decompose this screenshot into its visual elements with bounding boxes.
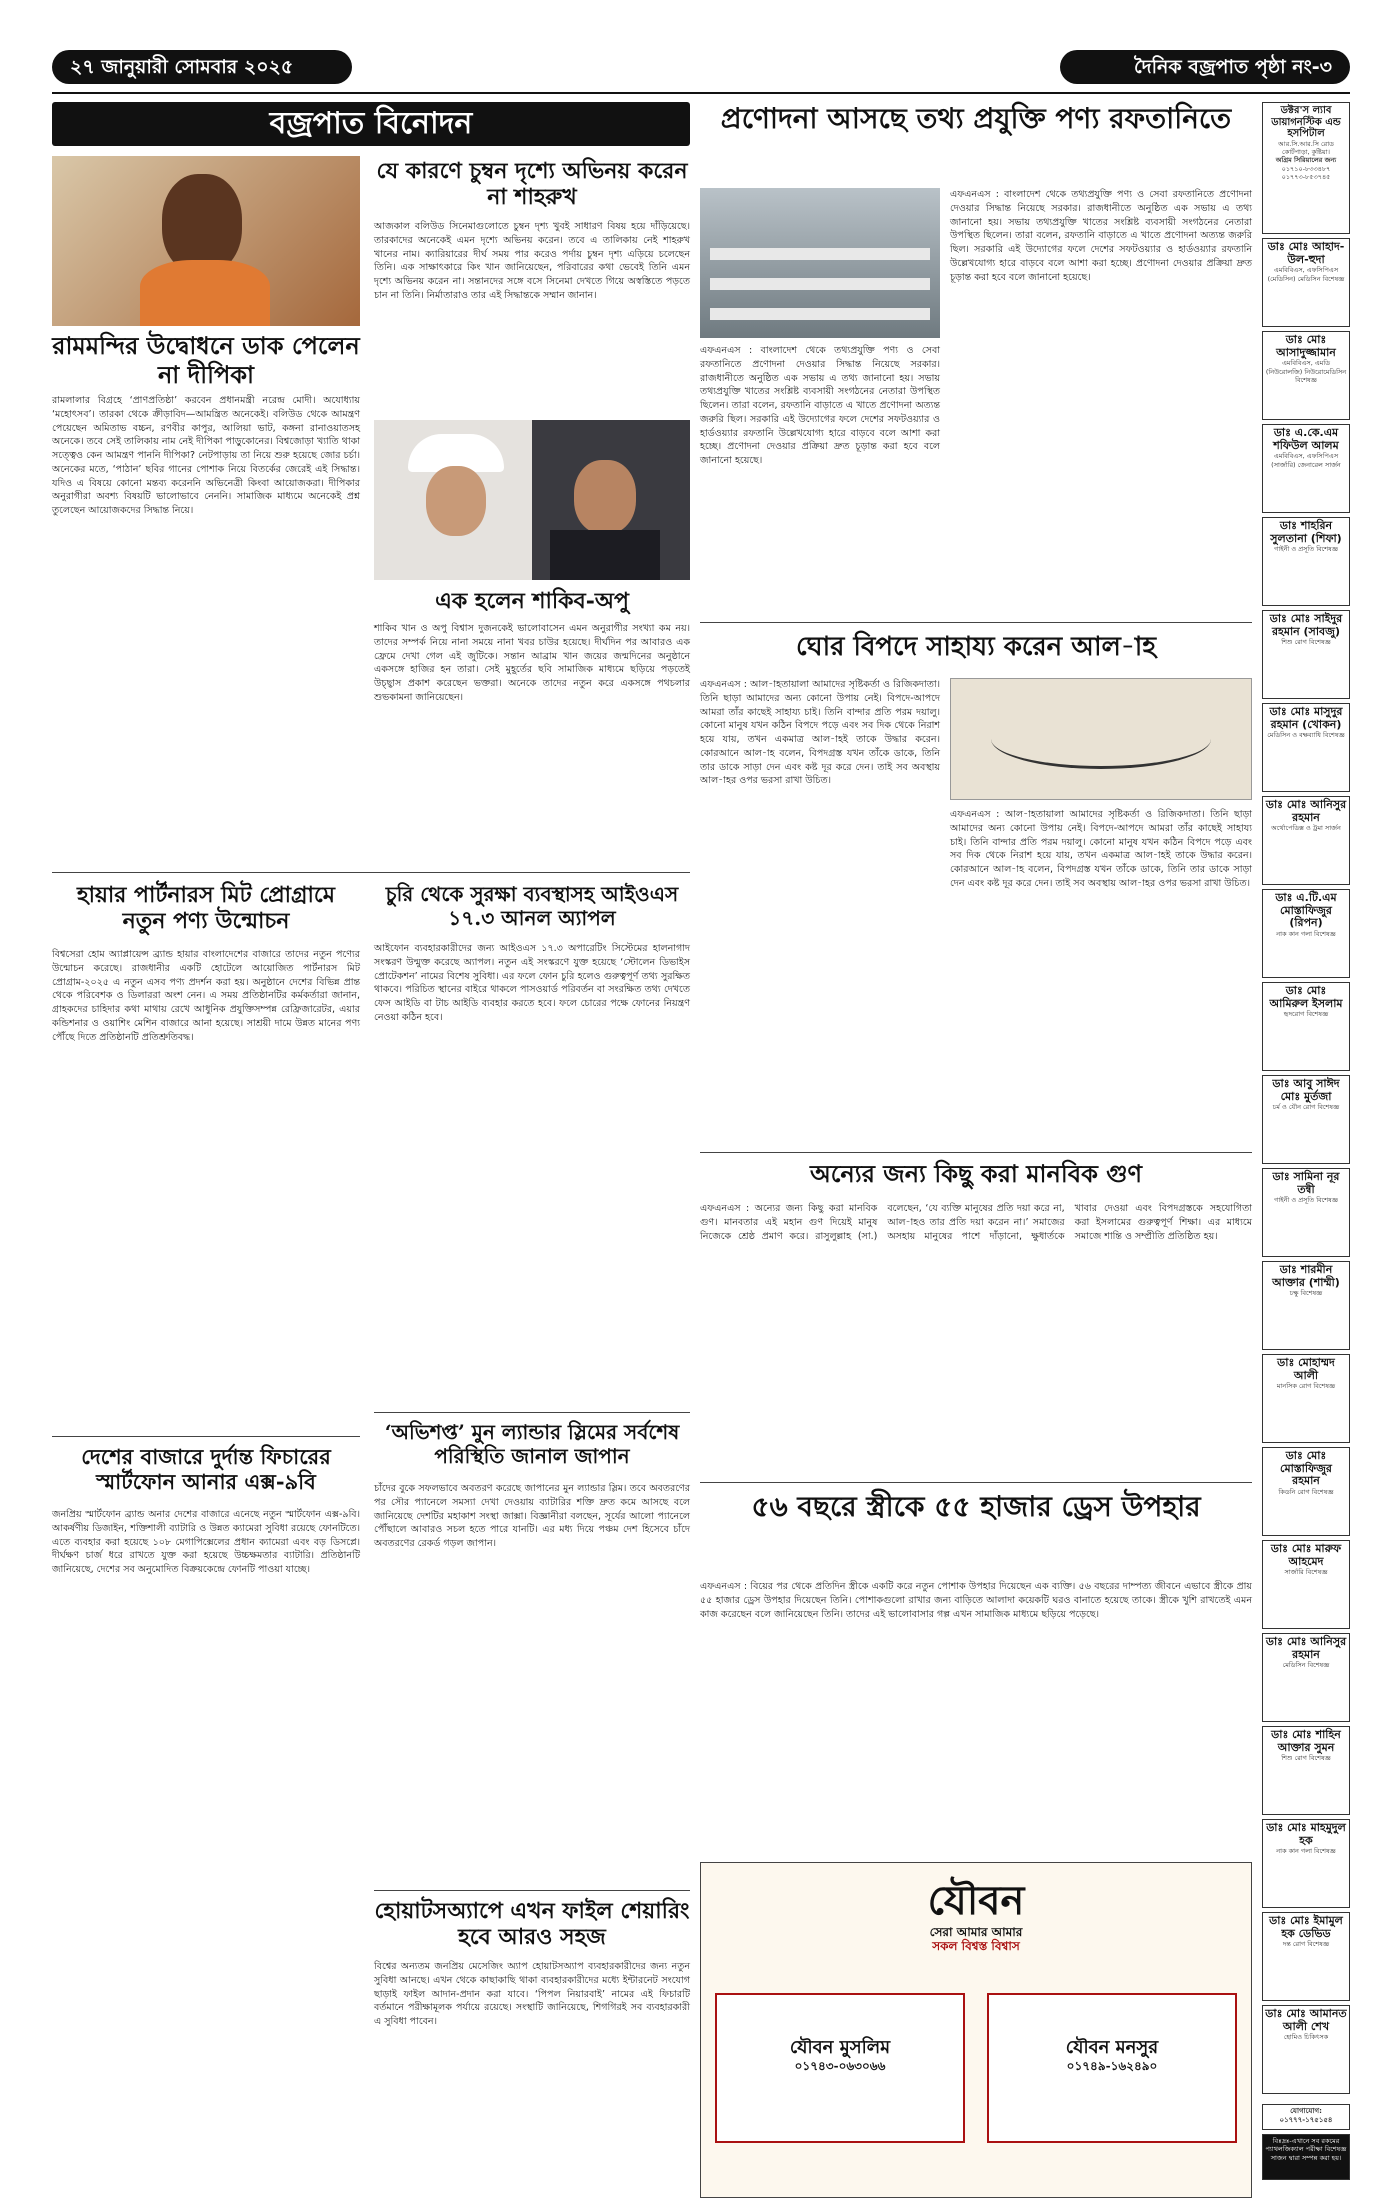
- doctor-card: [1262, 238, 1350, 327]
- doctor-name: ডাঃ মোঃ আহাদ-উল-হুদা: [1267, 240, 1345, 266]
- doctor-name: ডাঃ মোঃ আনিসুর রহমান: [1265, 1635, 1347, 1661]
- doctor-name: ডাঃ মোঃ মারুফ আহমেদ: [1270, 1542, 1342, 1568]
- oppo-body: জনপ্রিয় স্মার্টফোন ব্র্যান্ড অনার দেশের বাজারে এনেছে নতুন স্মার্টফোন এক্স-৯বি। আকর্ষণীয় ডিজাইন, শক্তিশালী ব্যাটারি ও উন্নত ক্যামেরা সুবিধা রয়েছে ফোনটিতে। এতে ব্যবহার করা হয়েছে ১০৮ মেগাপিক্সেলের প্রধান ক্যামেরা এবং বড় ডিসপ্লে। দীর্ঘক্ষণ চার্জ ধরে রাখতে যুক্ত করা হয়েছে উচ্চক্ষমতার ব্যাটারি। প্রতিষ্ঠানটি জানিয়েছে, দেশের সব অনুমোদিত বিক্রয়কেন্দ্রে ফোনটি পাওয়া যাচ্ছে।: [52, 1509, 360, 1576]
- clinic-note: অগ্রিম সিরিয়ালের জন্য: [1275, 156, 1337, 165]
- newspaper-page: [52, 50, 1350, 2162]
- ad-shop-1-name: যৌবন মুসলিম: [789, 2037, 891, 2058]
- doctor-card: [1262, 1726, 1350, 1815]
- clinic-phones: ০১৭১০-৮৩৩৪৮৭ ০১৭৭৩-৮৫৩৭৪৫: [1281, 164, 1331, 182]
- allah-headline: ঘোর বিপদে সাহায্য করেন আল-াহ: [796, 632, 1156, 662]
- humane-headline: অন্যের জন্য কিছু করা মানবিক গুণ: [809, 1159, 1143, 1188]
- doctor-card: [1262, 1540, 1350, 1629]
- doctor-name: ডাঃ মোঃ আমানত আলী শেখ: [1265, 2007, 1347, 2033]
- doctor-name: ডাঃ মোঃ সাইদুর রহমান (সাবজু): [1269, 612, 1343, 638]
- doctor-info: এমবিবিএস, এফসিপিএস (মেডিসিন) মেডিসিন বিশেষজ্ঞ: [1267, 266, 1345, 283]
- entertainment-section-banner: বজ্রপাত বিনোদন: [52, 102, 690, 146]
- doctor-card: [1262, 796, 1350, 885]
- doctor-card: [1262, 1354, 1350, 1443]
- humane-body: এফএনএস : অন্যের জন্য কিছু করা মানবিক গুণ। মানবতার এই মহান গুণ দিয়েই মানুষ নিজেকে শ্রেষ্ঠ প্রমাণ করে। রাসুলুল্লাহ (সা.) বলেছেন, ‘যে ব্যক্তি মানুষের প্রতি দয়া করে না, আল-াহও তার প্রতি দয়া করেন না।’ সমাজের অসহায় মানুষের পাশে দাঁড়ানো, ক্ষুধার্তকে খাবার দেওয়া এবং বিপদগ্রস্তকে সহযোগিতা করা ইসলামের গুরুত্বপূর্ণ শিক্ষা। এর মাধ্যমে সমাজে শান্তি ও সম্প্রীতি প্রতিষ্ঠিত হয়।: [700, 1203, 1252, 1242]
- ad-shop-2-name: যৌবন মনসুর: [1065, 2037, 1159, 2058]
- doctors-directory: [1262, 102, 1350, 2162]
- clinic-name: ডক্টর'স ল্যাব ডায়াগনস্টিক এন্ড হসপিটাল: [1271, 105, 1341, 139]
- doctor-info: গাইনী ও প্রসূতি বিশেষজ্ঞ: [1274, 1196, 1338, 1205]
- doctor-card: [1262, 889, 1350, 978]
- dress-body: এফএনএস : বিয়ের পর থেকে প্রতিদিন স্ত্রীকে একটি করে নতুন পোশাক উপহার দিয়েছেন এক ব্যক্তি। ৫৬ বছরের দাম্পত্য জীবনে এভাবে স্ত্রীকে প্রায় ৫৫ হাজার ড্রেস উপহার দিয়েছেন তিনি। পোশাকগুলো রাখার জন্য বাড়িতে আলাদা কয়েকটি ঘরও বানাতে হয়েছে তাকে। স্ত্রীকে খুশি রাখতেই এমন কাজ করেছেন বলে জানিয়েছেন তিনি। তাদের এই ভালোবাসার গল্প এখন সামাজিক মাধ্যমে ছড়িয়ে পড়েছে।: [700, 1581, 1252, 1620]
- whatsapp-headline: হোয়াটসঅ্যাপে এখন ফাইল শেয়ারিং হবে আরও সহজ: [374, 1898, 690, 1951]
- shakib-headline: এক হলেন শাকিব-অপু: [435, 588, 629, 614]
- doctor-info: এমবিবিএস, এমডি (নিউরোলজি) নিউরোমেডিসিন বিশেষজ্ঞ: [1265, 359, 1347, 385]
- divider: [374, 1412, 690, 1413]
- doctor-card: [1262, 1261, 1350, 1350]
- divider: [700, 1482, 1252, 1483]
- footer-note: বিঃদ্রঃ-এখানে সব রকমের প্যাথলজিক্যাল পরীক্ষা বিশেষজ্ঞ সাজন দ্বারা সম্পন্ন করা হয়।: [1265, 2137, 1347, 2162]
- haier-headline: হায়ার পার্টনারস মিট প্রোগ্রামে নতুন পণ্য উন্মোচন: [77, 882, 335, 935]
- doctor-card: [1262, 1912, 1350, 2001]
- doctor-name: ডাঃ মোঃ আসাদুজ্জামান: [1276, 333, 1336, 359]
- divider: [374, 1890, 690, 1891]
- doctor-info: চর্ম ও যৌন রোগ বিশেষজ্ঞ: [1272, 1103, 1340, 1112]
- doctor-name: ডাঃ মোঃ আমিরুল ইসলাম: [1269, 984, 1343, 1010]
- doctor-name: ডাঃ শারমীন আক্তার (শাম্মী): [1272, 1263, 1340, 1289]
- doctor-card: [1262, 424, 1350, 513]
- doctor-card: [1262, 1168, 1350, 1257]
- doctor-info: অর্থোপেডিক্স ও ট্রমা সার্জন: [1271, 824, 1341, 833]
- doctor-name: ডাঃ মোঃ মাহমুদুল হক: [1266, 1821, 1346, 1847]
- ad-tagline: সকল বিশ্বস্ত বিশ্বাস: [932, 1939, 1020, 1954]
- doctor-card: [1262, 517, 1350, 606]
- doctor-card: [1262, 610, 1350, 699]
- deepika-body: রামলালার বিগ্রহে ‘প্রাণপ্রতিষ্ঠা’ করবেন প্রধানমন্ত্রী নরেন্দ্র মোদী। অযোধ্যায় ‘মহোৎসব’। তারকা থেকে ক্রীড়াবিদ—আমন্ত্রিত অনেকেই। বলিউড থেকে আমন্ত্রণ পেয়েছেন অমিতাভ বচ্চন, রণবীর কাপুর, আলিয়া ভাট, কঙ্গনা রানাওয়াতসহ অনেকে। তবে সেই তালিকায় নাম নেই দীপিকা পাড়ুকোনের। বিশ্বজোড়া খ্যাতি থাকা সত্ত্বেও কেন আমন্ত্রণ পাননি দীপিকা? নেটপাড়ায় তা নিয়ে শুরু হয়েছে জোর চর্চা। অনেকের মতে, ‘পাঠান’ ছবির গানের পোশাক নিয়ে বিতর্কের জেরেই এই সিদ্ধান্ত। যদিও এ বিষয়ে কোনো মন্তব্য করেননি অভিনেত্রী কিংবা আয়োজকরা। দীপিকার অনুরাগীরা অবশ্য বিষয়টি ভালোভাবে নেননি। সামাজিক মাধ্যমে অনেকেই প্রশ্ন তুলেছেন আয়োজকদের সিদ্ধান্ত নিয়ে।: [52, 395, 360, 517]
- iphone-headline: চুরি থেকে সুরক্ষা ব্যবস্থাসহ আইওএস ১৭.৩ আনল অ্যাপল: [385, 882, 679, 930]
- doctor-card: [1262, 331, 1350, 420]
- moon-headline: ‘অভিশপ্ত’ মুন ল্যান্ডার স্লিমের সর্বশেষ পরিস্থিতি জানাল জাপান: [384, 1420, 680, 1468]
- clinic-box: [1262, 102, 1350, 234]
- doctor-info: চক্ষু বিশেষজ্ঞ: [1289, 1289, 1323, 1298]
- doctor-info: নাক কান গলা বিশেষজ্ঞ: [1276, 929, 1336, 938]
- haier-body: বিশ্বসেরা হোম অ্যাপ্লায়েন্স ব্র্যান্ড হায়ার বাংলাদেশের বাজারে তাদের নতুন পণ্যের উন্মোচন করেছে। রাজধানীর একটি হোটেলে আয়োজিত পার্টনারস মিট প্রোগ্রাম-২০২৫ এ নতুন এসব পণ্য প্রদর্শন করা হয়। অনুষ্ঠানে দেশের বিভিন্ন প্রান্ত থেকে পরিবেশক ও ডিলাররা অংশ নেন। এ সময় প্রতিষ্ঠানটির কর্মকর্তারা জানান, গ্রাহকদের চাহিদার কথা মাথায় রেখে আধুনিক প্রযুক্তিসম্পন্ন রেফ্রিজারেটর, এয়ার কন্ডিশনার ও ওয়াশিং মেশিন বাজারে আনা হয়েছে। সাশ্রয়ী দামে উন্নত মানের পণ্য পৌঁছে দিতে প্রতিষ্ঠানটি প্রতিশ্রুতিবদ্ধ।: [52, 949, 360, 1043]
- export-headline: প্রণোদনা আসছে তথ্য প্রযুক্তি পণ্য রফতানিতে: [720, 102, 1232, 135]
- calligraphy-image: [950, 678, 1252, 800]
- doctor-info: দন্ত রোগ বিশেষজ্ঞ: [1282, 1940, 1330, 1949]
- moon-body: চাঁদের বুকে সফলভাবে অবতরণ করেছে জাপানের মুন ল্যান্ডার স্লিম। তবে অবতরণের পর সৌর প্যানেলে সমস্যা দেখা দেওয়ায় ব্যাটারির শক্তি দ্রুত কমে আসছে বলে জানিয়েছে দেশটির মহাকাশ সংস্থা জাক্সা। বিজ্ঞানীরা বলছেন, সূর্যের আলো প্যানেলে পৌঁছালে আবারও সচল হতে পারে যানটি। এর মধ্য দিয়ে পঞ্চম দেশ হিসেবে চাঁদে অবতরণের রেকর্ড গড়ল জাপান।: [374, 1483, 690, 1550]
- doctor-name: ডাঃ মোঃ আনিসুর রহমান: [1265, 798, 1347, 824]
- ad-shop-1: [715, 1993, 965, 2143]
- export-photo: [700, 188, 940, 338]
- doctor-info: নাক কান গলা বিশেষজ্ঞ: [1276, 1847, 1336, 1856]
- date-header: ২৭ জানুয়ারী সোমবার ২০২৫: [52, 50, 352, 84]
- divider: [52, 872, 690, 873]
- doctor-name: ডাঃ আবু সাঈদ মোঃ মুর্তজা: [1272, 1077, 1340, 1103]
- footer-note-box: [1262, 2134, 1350, 2180]
- doctor-card: [1262, 1447, 1350, 1536]
- allah-body-right: এফএনএস : আল-াহতায়ালা আমাদের সৃষ্টিকর্তা ও রিজিকদাতা। তিনি ছাড়া আমাদের অন্য কোনো উপায় নেই। বিপদে-আপদে আমরা তাঁর কাছেই সাহায্য চাই। তিনি বান্দার প্রতি পরম দয়ালু। কোনো মানুষ যখন কঠিন বিপদে পড়ে এবং সব দিক থেকে নিরাশ হয়ে যায়, তখন একমাত্র আল-াহই তাকে উদ্ধার করেন। কোরআনে আল-াহ বলেন, বিপদগ্রস্ত যখন তাঁকে ডাকে, তিনি তার ডাকে সাড়া দেন এবং কষ্ট দূর করে দেন। তাই সব অবস্থায় আল-াহর ওপর ভরসা রাখা উচিত।: [950, 809, 1252, 889]
- doctor-name: ডাঃ মোঃ শাহিন আক্তার সুমন: [1271, 1728, 1341, 1754]
- doctor-name: ডাঃ মোঃ ইমামুল হক ডেভিড: [1269, 1914, 1343, 1940]
- doctor-info: এমবিবিএস, এফসিপিএস (সার্জারি) জেনারেল সার্জন: [1271, 452, 1341, 469]
- allah-body-left: এফএনএস : আল-াহতায়ালা আমাদের সৃষ্টিকর্তা ও রিজিকদাতা। তিনি ছাড়া আমাদের অন্য কোনো উপায় নেই। বিপদে-আপদে আমরা তাঁর কাছেই সাহায্য চাই। তিনি বান্দার প্রতি পরম দয়ালু। কোনো মানুষ যখন কঠিন বিপদে পড়ে এবং সব দিক থেকে নিরাশ হয়ে যায়, তখন একমাত্র আল-াহই তাকে উদ্ধার করেন। কোরআনে আল-াহ বলেন, বিপদগ্রস্ত যখন তাঁকে ডাকে, তিনি তার ডাকে সাড়া দেন এবং কষ্ট দূর করে দেন। তাই সব অবস্থায় আল-াহর ওপর ভরসা রাখা উচিত।: [700, 679, 940, 787]
- shahrukh-headline: যে কারণে চুম্বন দৃশ্যে অভিনয় করেন না শাহরুখ: [376, 158, 688, 211]
- doctor-card: [1262, 982, 1350, 1071]
- entertainment-column: [52, 102, 690, 2150]
- ad-shop-2: [987, 1993, 1237, 2143]
- doctor-info: হোমিও চিকিৎসক: [1283, 2033, 1329, 2042]
- iphone-body: আইফোন ব্যবহারকারীদের জন্য আইওএস ১৭.৩ অপারেটিং সিস্টেমের হালনাগাদ সংস্করণ উন্মুক্ত করেছে অ্যাপল। নতুন এই সংস্করণে যুক্ত হয়েছে ‘স্টোলেন ডিভাইস প্রোটেকশন’ নামের বিশেষ সুবিধা। এর ফলে ফোন চুরি হলেও গুরুত্বপূর্ণ তথ্য সুরক্ষিত থাকবে। পরিচিত স্থানের বাইরে থাকলে পাসওয়ার্ড পরিবর্তন বা সংরক্ষিত তথ্য দেখতে ফেস আইডি বা টাচ আইডি ব্যবহার করতে হবে। ফলে চোরের পক্ষে ফোনের নিয়ন্ত্রণ নেওয়া কঠিন হবে।: [374, 943, 690, 1023]
- doctor-card: [1262, 1633, 1350, 1722]
- header-rule: [52, 92, 1350, 94]
- doctor-name: ডাঃ মোঃ মাসুদুর রহমান (খোকন): [1269, 705, 1343, 731]
- dress-headline: ৫৬ বছরে স্ত্রীকে ৫৫ হাজার ড্রেস উপহার: [751, 1490, 1201, 1523]
- doctor-name: ডাঃ মোহাম্মদ আলী: [1277, 1356, 1335, 1382]
- export-body-left: এফএনএস : বাংলাদেশ থেকে তথ্যপ্রযুক্তি পণ্য ও সেবা রফতানিতে প্রণোদনা দেওয়ার সিদ্ধান্ত নিয়েছে সরকার। রাজধানীতে অনুষ্ঠিত এক সভায় এ তথ্য জানানো হয়। সভায় তথ্যপ্রযুক্তি খাতের সংশ্লিষ্ট ব্যবসায়ী সংগঠনের নেতারা উপস্থিত ছিলেন। তারা বলেন, রফতানি বাড়াতে এ খাতে প্রণোদনা অত্যন্ত জরুরি ছিল। সরকারি এই উদ্যোগের ফলে দেশের সফটওয়্যার ও হার্ডওয়্যার রফতানি উল্লেখযোগ্য হারে বাড়বে বলে আশা করা হচ্ছে। প্রণোদনা দেওয়ার প্রক্রিয়া দ্রুত চূড়ান্ত করা হবে বলে জানানো হয়েছে।: [700, 345, 940, 467]
- oppo-headline: দেশের বাজারে দুর্দান্ত ফিচারের স্মার্টফোন আনার এক্স-৯বি: [81, 1444, 331, 1495]
- doctor-card: [1262, 1075, 1350, 1164]
- doctor-name: ডাঃ সামিনা নূর তন্বী: [1272, 1170, 1340, 1196]
- divider: [700, 1152, 1252, 1153]
- doctor-info: মানসিক রোগ বিশেষজ্ঞ: [1276, 1382, 1336, 1391]
- doctor-name: ডাঃ শাহরিন সুলতানা (শিফা): [1270, 519, 1342, 545]
- doctor-info: সার্জারি বিশেষজ্ঞ: [1284, 1568, 1328, 1577]
- doctor-name: ডাঃ এ.কে.এম শফিউল আলম: [1273, 426, 1339, 452]
- jouban-advertisement: [700, 1862, 1252, 2198]
- doctor-info: মেডিসিন বিশেষজ্ঞ: [1282, 1661, 1330, 1670]
- ad-shop-1-phone: ০১৭৪৩-০৬৩০৬৬: [794, 2058, 886, 2073]
- doctor-card: [1262, 2005, 1350, 2094]
- doctor-info: হৃদরোগ বিশেষজ্ঞ: [1283, 1010, 1329, 1019]
- divider: [700, 622, 1252, 623]
- export-body-right: এফএনএস : বাংলাদেশ থেকে তথ্যপ্রযুক্তি পণ্য ও সেবা রফতানিতে প্রণোদনা দেওয়ার সিদ্ধান্ত নিয়েছে সরকার। রাজধানীতে অনুষ্ঠিত এক সভায় এ তথ্য জানানো হয়। সভায় তথ্যপ্রযুক্তি খাতের সংশ্লিষ্ট ব্যবসায়ী সংগঠনের নেতারা উপস্থিত ছিলেন। তারা বলেন, রফতানি বাড়াতে এ খাতে প্রণোদনা অত্যন্ত জরুরি ছিল। সরকারি এই উদ্যোগের ফলে দেশের সফটওয়্যার ও হার্ডওয়্যার রফতানি উল্লেখযোগ্য হারে বাড়বে বলে আশা করা হচ্ছে। প্রণোদনা দেওয়ার প্রক্রিয়া দ্রুত চূড়ান্ত করা হবে বলে জানানো হয়েছে।: [950, 189, 1252, 283]
- doctor-card: [1262, 1819, 1350, 1908]
- ad-brand: যৌবন: [927, 1877, 1025, 1924]
- doctor-name: ডাঃ এ.টি.এম মোস্তাফিজুর (রিপন): [1275, 891, 1337, 930]
- shakib-body: শাকিব খান ও অপু বিশ্বাস দুজনকেই ভালোবাসেন এমন অনুরাগীর সংখ্যা কম নয়। তাদের সম্পর্ক নিয়ে নানা সময়ে নানা খবর চাউর হয়েছে। দীর্ঘদিন পর আবারও এক ফ্রেমে দেখা গেল এই জুটিকে। সন্তান আব্রাম খান জয়ের জন্মদিনের অনুষ্ঠানে একসঙ্গে হাজির হন তারা। সেই মুহূর্তের ছবি সামাজিক মাধ্যমে ছড়িয়ে পড়তেই উচ্ছ্বাস প্রকাশ করেছেন ভক্তরা। অনেকে তাদের নতুন করে একসঙ্গে পথচলার শুভকামনা জানিয়েছেন।: [374, 623, 690, 703]
- doctor-name: ডাঃ মোঃ মোস্তাফিজুর রহমান: [1280, 1449, 1332, 1488]
- middle-column: [700, 102, 1252, 2150]
- doctor-info: মেডিসিন ও বক্ষব্যাধি বিশেষজ্ঞ: [1267, 731, 1345, 740]
- whatsapp-body: বিশ্বের অন্যতম জনপ্রিয় মেসেজিং অ্যাপ হোয়াটসঅ্যাপ ব্যবহারকারীদের জন্য নতুন সুবিধা আনছে। এখন থেকে কাছাকাছি থাকা ব্যবহারকারীদের মধ্যে ইন্টারনেট সংযোগ ছাড়াই ফাইল আদান-প্রদান করা যাবে। ‘পিপল নিয়ারবাই’ নামের এই ফিচারটি বর্তমানে পরীক্ষামূলক পর্যায়ে রয়েছে। সংস্থাটি জানিয়েছে, শিগগিরই সব ব্যবহারকারী এ সুবিধা পাবেন।: [374, 1961, 690, 2028]
- contact-phone: যোগাযোগ: ০১৭৭৭-১৭৫১৫৪: [1279, 2107, 1333, 2125]
- deepika-photo: [52, 156, 360, 326]
- doctor-info: কিডনি রোগ বিশেষজ্ঞ: [1278, 1487, 1334, 1496]
- deepika-headline: রামমন্দির উদ্বোধনে ডাক পেলেন না দীপিকা: [52, 331, 360, 389]
- doctor-card: [1262, 703, 1350, 792]
- ad-subtitle: সেরা আমার আমার: [929, 1925, 1023, 1939]
- contact-box: [1262, 2104, 1350, 2130]
- shahrukh-body: আজকাল বলিউড সিনেমাগুলোতে চুম্বন দৃশ্য খুবই সাধারণ বিষয় হয়ে দাঁড়িয়েছে। তারকাদের অনেকেই এমন দৃশ্যে অভিনয় করেন। তবে এ তালিকায় নেই শাহরুখ খানের নাম। ক্যারিয়ারের দীর্ঘ সময় পার করেও পর্দায় চুম্বন দৃশ্য এড়িয়ে চলেছেন তিনি। এক সাক্ষাৎকারে কিং খান জানিয়েছেন, পরিবারের কথা ভেবেই তিনি এমন দৃশ্যে অভিনয় করেন না। সন্তানদের সঙ্গে বসে সিনেমা দেখতে গিয়ে অস্বস্তিতে পড়তে চান না তিনি। নির্মাতারাও তার এই সিদ্ধান্তকে সম্মান জানান।: [374, 221, 690, 301]
- paper-page-header: দৈনিক বজ্রপাত পৃষ্ঠা নং-৩: [1060, 50, 1350, 84]
- doctor-info: শিশু রোগ বিশেষজ্ঞ: [1281, 638, 1331, 647]
- divider: [52, 1436, 360, 1437]
- doctor-info: শিশু রোগ বিশেষজ্ঞ: [1281, 1754, 1331, 1763]
- clinic-address: আর.সি.আর.সি রোড কোর্টপাড়া, কুষ্টিয়া।: [1278, 139, 1334, 156]
- shakib-apu-photo: [374, 420, 690, 580]
- ad-shop-2-phone: ০১৭৪৯-১৬২৪৯০: [1066, 2058, 1158, 2073]
- doctor-info: গাইনী ও প্রসূতি বিশেষজ্ঞ: [1274, 545, 1338, 554]
